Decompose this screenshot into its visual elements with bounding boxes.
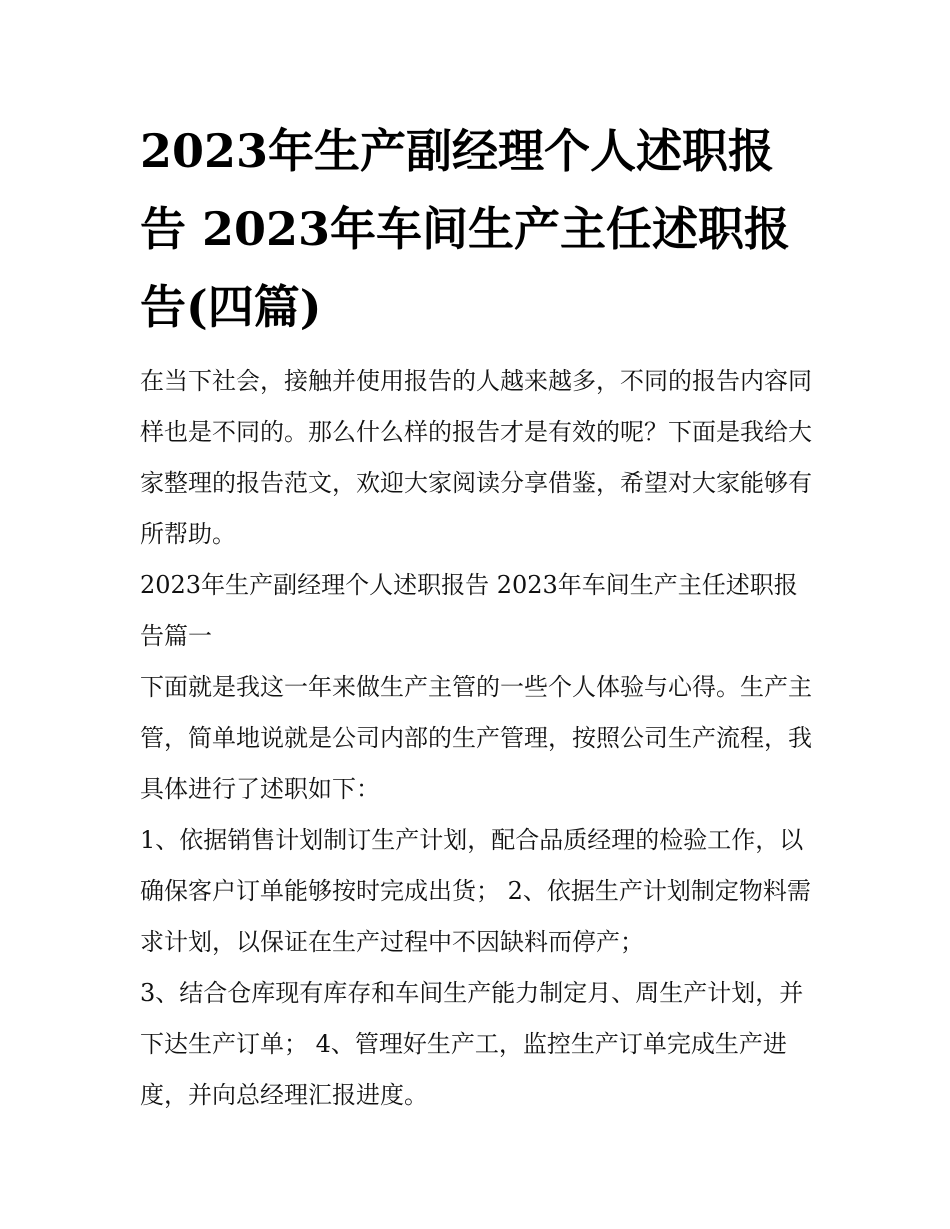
list-paragraph-2: 3、结合仓库现有库存和车间生产能力制定月、周生产计划，并下达生产订单； 4、管理好生产工，监控生产订单完成生产进度，并向总经理汇报进度。 [140, 979, 804, 1109]
document-title: 2023年生产副经理个人述职报告 2023年车间生产主任述职报告(四篇) [140, 124, 791, 334]
section-heading-1: 2023年生产副经理个人述职报告 2023年车间生产主任述职报告篇一 [140, 571, 798, 650]
document-body [140, 112, 820, 1121]
list-paragraph-1: 1、依据销售计划制订生产计划，配合品质经理的检验工作，以确保客户订单能够按时完成出货； 2、依据生产计划制定物料需求计划，以保证在生产过程中不因缺料而停产； [140, 826, 811, 956]
body-paragraph-1: 下面就是我这一年来做生产主管的一些个人体验与心得。生产主管，简单地说就是公司内部的生产管理，按照公司生产流程，我具体进行了述职如下： [140, 673, 812, 803]
intro-paragraph: 在当下社会，接触并使用报告的人越来越多，不同的报告内容同样也是不同的。那么什么样的报告才是有效的呢？下面是我给大家整理的报告范文，欢迎大家阅读分享借鉴，希望对大家能够有所帮助。 [140, 367, 812, 548]
